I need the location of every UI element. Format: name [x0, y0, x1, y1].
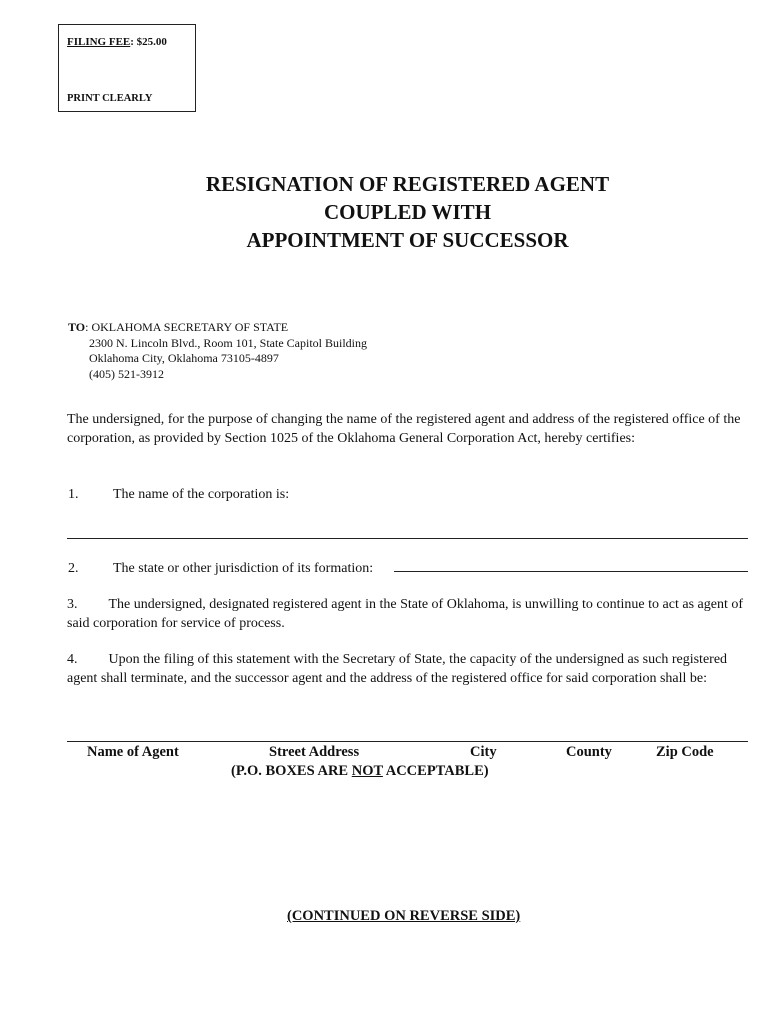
item-3-text: The undersigned, designated registered agent in the State of Oklahoma, is unwilling to continue to act as agent of said corporation for service of process. — [67, 597, 743, 631]
po-box-note — [231, 763, 489, 780]
filing-fee-label: FILING FEE — [67, 36, 131, 48]
item-4-number: 4. — [67, 652, 78, 667]
filing-fee-amount: : $25.00 — [130, 36, 167, 48]
col-street-address: Street Address — [269, 744, 360, 760]
successor-table-rule — [67, 741, 748, 742]
item-4-text: Upon the filing of this statement with the Secretary of State, the capacity of the undersigned as such registered agent shall terminate, and the successor agent and the address of the registered office for said corporation shall be: — [67, 652, 728, 686]
item-1 — [68, 486, 289, 505]
po-note-pre: (P.O. BOXES ARE — [231, 763, 352, 779]
po-note-not: NOT — [351, 763, 383, 779]
item-4 — [67, 651, 747, 688]
form-title-line-1: RESIGNATION OF REGISTERED AGENT — [205, 172, 610, 196]
item-2 — [68, 560, 373, 579]
form-title-line-2: COUPLED WITH — [323, 200, 492, 224]
item-1-number: 1. — [68, 487, 79, 502]
item-2-number: 2. — [68, 561, 79, 576]
item-3 — [67, 596, 747, 633]
address-phone: (405) 521-3912 — [89, 366, 164, 381]
intro-paragraph: The undersigned, for the purpose of changing the name of the registered agent and address of the registered office of the corporation, as provided by Section 1025 of the Oklahoma General Corporation Act, hereby certifies: — [67, 412, 741, 446]
col-county: County — [566, 744, 612, 760]
address-city: Oklahoma City, Oklahoma 73105-4897 — [89, 351, 279, 365]
corporation-name-field[interactable] — [67, 538, 748, 539]
form-title-line-3: APPOINTMENT OF SUCCESSOR — [246, 228, 569, 252]
recipient-line — [68, 320, 367, 336]
col-city: City — [470, 744, 497, 760]
jurisdiction-field[interactable] — [394, 571, 748, 572]
to-label: TO — [68, 320, 86, 334]
col-zip-code: Zip Code — [656, 744, 714, 760]
recipient-address — [68, 320, 367, 382]
to-value: : OKLAHOMA SECRETARY OF STATE — [85, 320, 289, 334]
item-2-text: The state or other jurisdiction of its formation: — [113, 561, 374, 576]
filing-fee — [67, 36, 167, 48]
po-note-post: ACCEPTABLE) — [382, 763, 489, 779]
print-clearly-note: PRINT CLEARLY — [67, 93, 153, 104]
item-3-number: 3. — [67, 597, 78, 612]
address-street: 2300 N. Lincoln Blvd., Room 101, State Capitol Building — [89, 335, 367, 350]
filing-fee-box — [58, 24, 196, 112]
item-1-text: The name of the corporation is: — [113, 487, 290, 502]
continued-note: (CONTINUED ON REVERSE SIDE) — [287, 908, 521, 924]
col-name-of-agent: Name of Agent — [87, 744, 179, 760]
